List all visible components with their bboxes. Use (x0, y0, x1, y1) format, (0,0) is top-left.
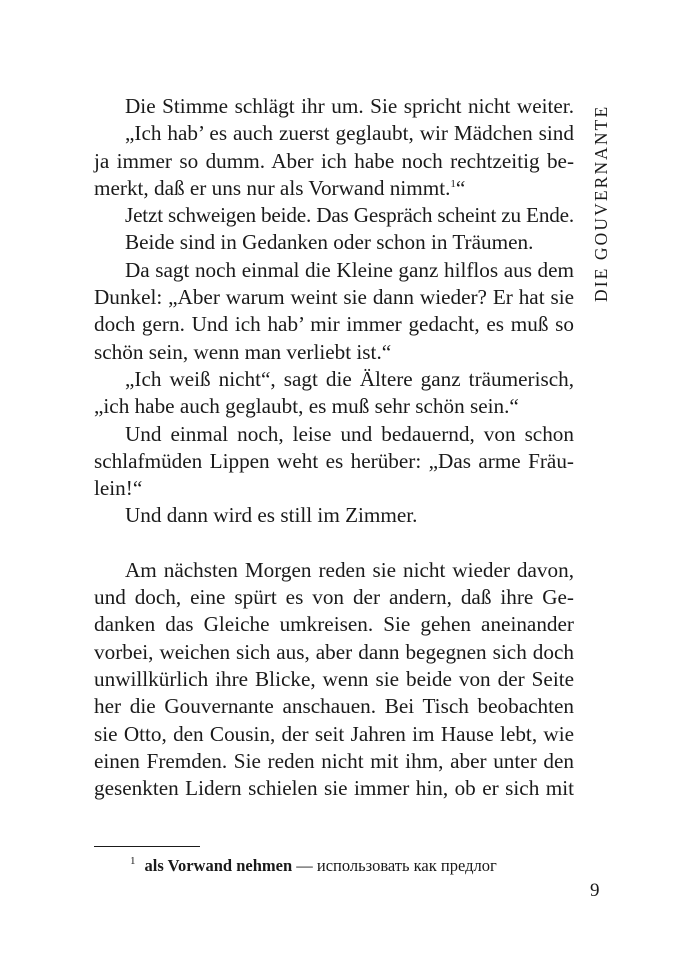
text-line: danken das Gleiche umkreisen. Sie gehen aneinander (94, 612, 574, 637)
text-line: einen Fremden. Sie reden nicht mit ihm, aber unter den (94, 748, 574, 773)
text-line: lein!“ (94, 476, 143, 501)
footnote-number: 1 (130, 855, 136, 867)
body-text (94, 93, 574, 802)
text-line: „ich habe auch geglaubt, es muß sehr schön sein.“ (94, 394, 519, 419)
text-line: merkt, daß er uns nur als Vorwand nimmt.$^1$“ (94, 175, 466, 200)
text-line: und doch, eine spürt es von der andern, daß ihre Ge- (94, 585, 574, 610)
text-line: Da sagt noch einmal die Kleine ganz hilflos aus dem (125, 257, 574, 282)
running-head-text: DIE GOUVERNANTE (591, 104, 611, 302)
text-line: unwillkürlich ihre Blicke, wenn sie beide von der Seite (94, 666, 574, 691)
text-line: Und dann wird es still im Zimmer. (125, 503, 418, 528)
text-line: Die Stimme schlägt ihr um. Sie spricht nicht weiter. (125, 94, 574, 118)
running-head (580, 96, 620, 306)
text-line: „Ich weiß nicht“, sagt die Ältere ganz träumerisch, (125, 366, 574, 391)
text-line: gesenkten Lidern schielen sie immer hin, ob er sich mit (94, 776, 574, 801)
footnote-translation: — использовать как предлог (292, 856, 497, 875)
text-line: her die Gouvernante anschauen. Bei Tisch beobachten (94, 694, 574, 719)
footnote (130, 850, 497, 877)
footnote-term: als Vorwand nehmen (144, 856, 293, 875)
text-line: Beide sind in Gedanken oder schon in Träumen. (125, 230, 534, 255)
footnote-marker: 1 (450, 177, 456, 190)
text-line: schön sein, wenn man verliebt ist.“ (94, 339, 392, 364)
text-line: Dunkel: „Aber warum weint sie dann wieder? Er hat sie (94, 285, 574, 310)
text-line: ja immer so dumm. Aber ich habe noch rechtzeitig be- (94, 148, 574, 173)
paragraph-gap (94, 530, 574, 557)
text-line: sie Otto, den Cousin, der seit Jahren im Hause lebt, wie (94, 721, 574, 746)
page-number: 9 (590, 880, 600, 901)
text-line: vorbei, weichen sich aus, aber dann begegnen sich doch (94, 639, 574, 664)
footnote-divider (94, 846, 200, 847)
text-line: „Ich hab’ es auch zuerst geglaubt, wir Mädchen sind (125, 121, 574, 146)
text-line: doch gern. Und ich hab’ mir immer gedacht, es muß so (94, 312, 574, 337)
text-line: Und einmal noch, leise und bedauernd, von schon (125, 421, 574, 446)
text-line: schlafmüden Lippen weht es herüber: „Das arme Fräu- (94, 448, 574, 473)
text-line: Jetzt schweigen beide. Das Gespräch scheint zu Ende. (125, 203, 574, 228)
text-line: Am nächsten Morgen reden sie nicht wieder davon, (125, 557, 574, 582)
